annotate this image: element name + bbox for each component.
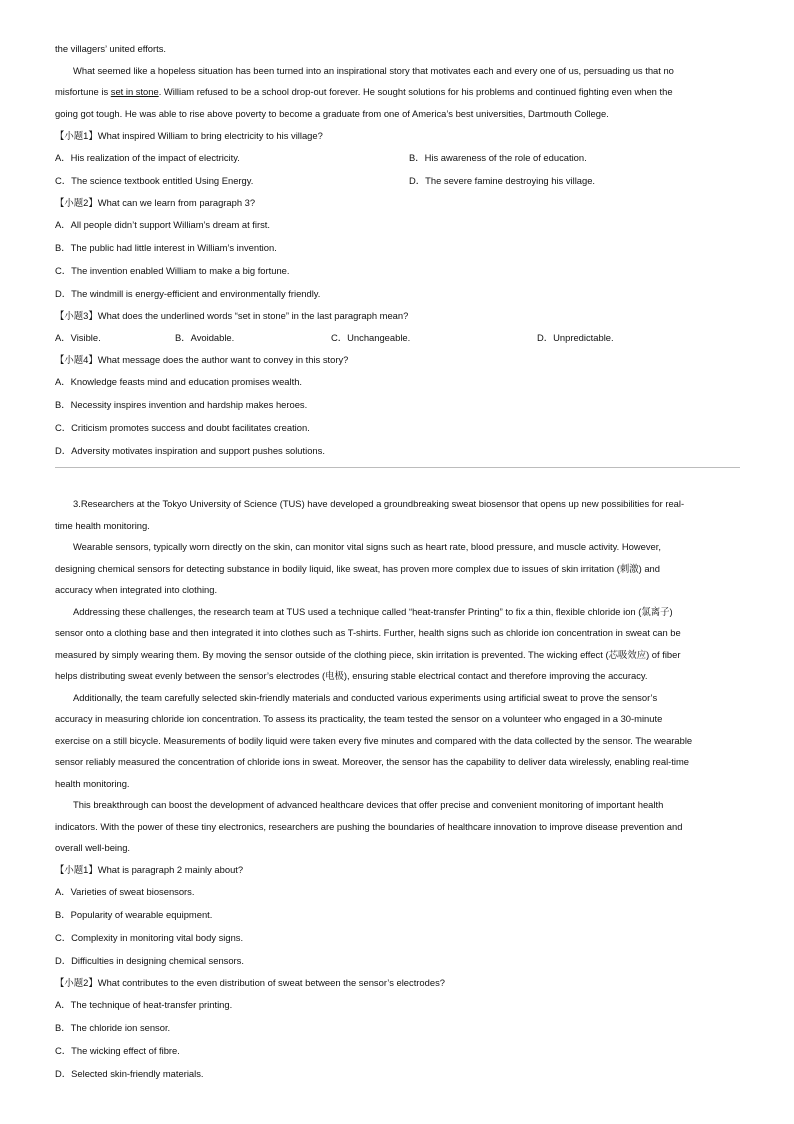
passage-line: accuracy in measuring chloride ion concentration. To assess its practicality, the team tested the sensor on a volunteer who engaged in a 30-minute <box>55 713 663 724</box>
option-b: B．Necessity inspires invention and hardship makes heroes. <box>55 399 308 410</box>
question-stem: 【小题1】What inspired William to bring electricity to his village? <box>55 130 323 141</box>
option-c: C．The invention enabled William to make a big fortune. <box>55 265 290 276</box>
passage-line: sensor onto a clothing base and then integrated it into clothes such as T-shirts. Further, health signs such as chloride ion concentration in sweat can be <box>55 627 681 638</box>
passage-line: going got tough. He was able to rise above poverty to become a graduate from one of America’s best universities, Dartmouth College. <box>55 108 609 119</box>
passage-line: helps distributing sweat evenly between the sensor’s electrodes (电极), ensuring stable electrical contact and therefore improving the accuracy. <box>55 670 648 681</box>
passage-line: overall well-being. <box>55 842 131 853</box>
option-a: A．All people didn’t support William’s dream at first. <box>55 219 271 230</box>
option-d: D．Adversity motivates inspiration and support pushes solutions. <box>55 445 325 456</box>
option-b: B．Avoidable. <box>175 332 235 343</box>
option-a: A．His realization of the impact of electricity. <box>55 152 240 163</box>
passage-line: Wearable sensors, typically worn directly on the skin, can monitor vital signs such as heart rate, blood pressure, and muscle activity. However, <box>73 541 661 552</box>
passage-line: designing chemical sensors for detecting substance in bodily liquid, like sweat, has proven more complex due to issues of skin irritation (刺激) and <box>55 563 660 574</box>
option-c: C．Criticism promotes success and doubt facilitates creation. <box>55 422 310 433</box>
option-b: B．The public had little interest in William’s invention. <box>55 242 277 253</box>
passage-line: measured by simply wearing them. By moving the sensor outside of the clothing piece, skin irritation is prevented. The wicking effect (芯吸效应) of fiber <box>55 649 681 660</box>
passage-line: health monitoring. <box>55 778 130 789</box>
option-b: B．Popularity of wearable equipment. <box>55 909 213 920</box>
option-a: A．Varieties of sweat biosensors. <box>55 886 195 897</box>
option-c: C．The wicking effect of fibre. <box>55 1045 180 1056</box>
option-d: D．The severe famine destroying his village. <box>409 175 596 186</box>
passage-line: Additionally, the team carefully selected skin-friendly materials and conducted various experiments using artificial sweat to prove the sensor’s <box>73 692 658 703</box>
section-divider <box>55 467 740 468</box>
option-a: A．Knowledge feasts mind and education promises wealth. <box>55 376 303 387</box>
underlined-phrase: set in stone <box>110 86 159 97</box>
passage-line: indicators. With the power of these tiny electronics, researchers are pushing the boundaries of healthcare innovation to improve disease prevention and <box>55 821 683 832</box>
passage-line: 3.Researchers at the Tokyo University of Science (TUS) have developed a groundbreaking sweat biosensor that opens up new possibilities for real- <box>73 498 685 509</box>
passage-line: Addressing these challenges, the research team at TUS used a technique called “heat-transfer Printing” to fix a thin, flexible chloride ion (氯离子) <box>73 606 673 617</box>
text-fragment: . William refused to be a school drop-out forever. He sought solutions for his problems and continued fighting even when the <box>158 86 673 97</box>
option-d: D．Selected skin-friendly materials. <box>55 1068 204 1079</box>
option-d: D．The windmill is energy-efficient and environmentally friendly. <box>55 288 321 299</box>
option-b: B．His awareness of the role of education. <box>409 152 587 163</box>
option-a: A．Visible. <box>55 332 101 343</box>
text-fragment: misfortune is <box>55 86 111 97</box>
option-c: C．Unchangeable. <box>331 332 411 343</box>
passage-line: exercise on a still bicycle. Measurements of bodily liquid were taken every five minutes and compared with the data collected by the sensor. The wearable <box>55 735 693 746</box>
question-stem: 【小题3】What does the underlined words “set in stone” in the last paragraph mean? <box>55 310 409 321</box>
question-stem: 【小题4】What message does the author want to convey in this story? <box>55 354 349 365</box>
question-stem: 【小题2】What contributes to the even distribution of sweat between the sensor’s electrodes? <box>55 977 445 988</box>
option-d: D．Difficulties in designing chemical sensors. <box>55 955 244 966</box>
passage-line: What seemed like a hopeless situation has been turned into an inspirational story that motivates each and every one of us, persuading us that no <box>73 65 674 76</box>
passage-line <box>55 86 673 98</box>
question-stem: 【小题2】What can we learn from paragraph 3? <box>55 197 256 208</box>
option-d: D．Unpredictable. <box>537 332 614 343</box>
passage-line: time health monitoring. <box>55 520 150 531</box>
passage-line: This breakthrough can boost the development of advanced healthcare devices that offer precise and convenient monitoring of important health <box>73 799 664 810</box>
option-c: C．The science textbook entitled Using Energy. <box>55 175 254 186</box>
passage-line: accuracy when integrated into clothing. <box>55 584 218 595</box>
option-c: C．Complexity in monitoring vital body signs. <box>55 932 244 943</box>
passage-line: sensor reliably measured the concentration of chloride ions in sweat. Moreover, the sensor has the capability to deliver data wirelessly, enabling real-time <box>55 756 690 767</box>
option-a: A．The technique of heat-transfer printing. <box>55 999 233 1010</box>
question-stem: 【小题1】What is paragraph 2 mainly about? <box>55 864 244 875</box>
option-b: B．The chloride ion sensor. <box>55 1022 171 1033</box>
passage-line: the villagers’ united efforts. <box>55 43 166 54</box>
